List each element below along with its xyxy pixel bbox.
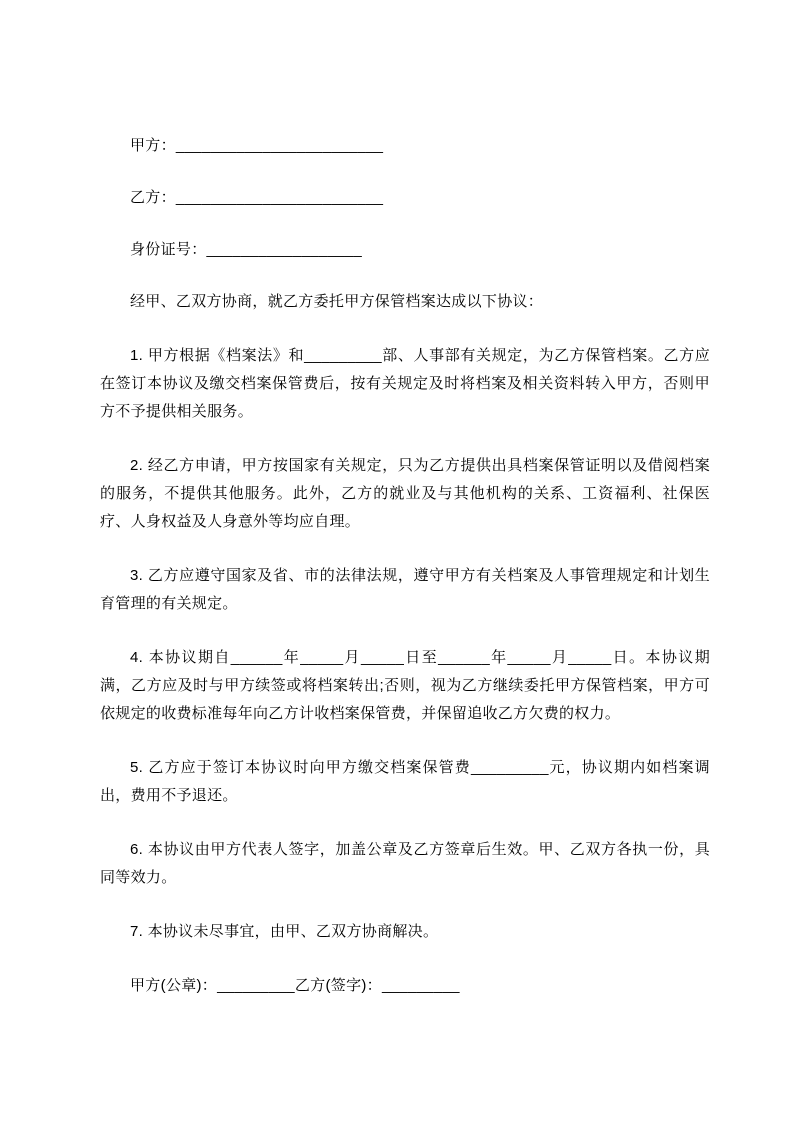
preamble: 经甲、乙双方协商，就乙方委托甲方保管档案达成以下协议： [130, 293, 544, 310]
clause-5: 5. 乙方应于签订本协议时向甲方缴交档案保管费_________元，协议期内如档案调出，费用不予退还。 [100, 759, 710, 804]
party-b-line: 乙方：________________________ [130, 189, 384, 206]
id-number-line: 身份证号：__________________ [130, 241, 363, 258]
clause-3: 3. 乙方应遵守国家及省、市的法律法规，遵守甲方有关档案及人事管理规定和计划生育管理的有关规定。 [100, 567, 710, 612]
clause-1: 1. 甲方根据《档案法》和_________部、人事部有关规定，为乙方保管档案。乙方应在签订本协议及缴交档案保管费后，按有关规定及时将档案及相关资料转入甲方，否则甲方不予提供相关服务。 [100, 347, 710, 420]
clause-7: 7. 本协议未尽事宜，由甲、乙双方协商解决。 [130, 923, 439, 940]
clause-2: 2. 经乙方申请，甲方按国家有关规定，只为乙方提供出具档案保管证明以及借阅档案的服务，不提供其他服务。此外，乙方的就业及与其他机构的关系、工资福利、社保医疗、人身权益及人身意外等均应自理。 [100, 457, 710, 530]
party-a-line: 甲方：________________________ [130, 137, 384, 154]
clause-4: 4. 本协议期自______年_____月_____日至______年_____月_____日。本协议期满，乙方应及时与甲方续签或将档案转出;否则，视为乙方继续委托甲方保管档案，甲方可依规定的收费标准每年向乙方计收档案保管费，并保留追收乙方欠费的权力。 [100, 649, 710, 722]
signature-line: 甲方(公章)：_________乙方(签字)：_________ [130, 977, 460, 994]
clause-6: 6. 本协议由甲方代表人签字，加盖公章及乙方签章后生效。甲、乙双方各执一份，具同等效力。 [100, 841, 710, 886]
